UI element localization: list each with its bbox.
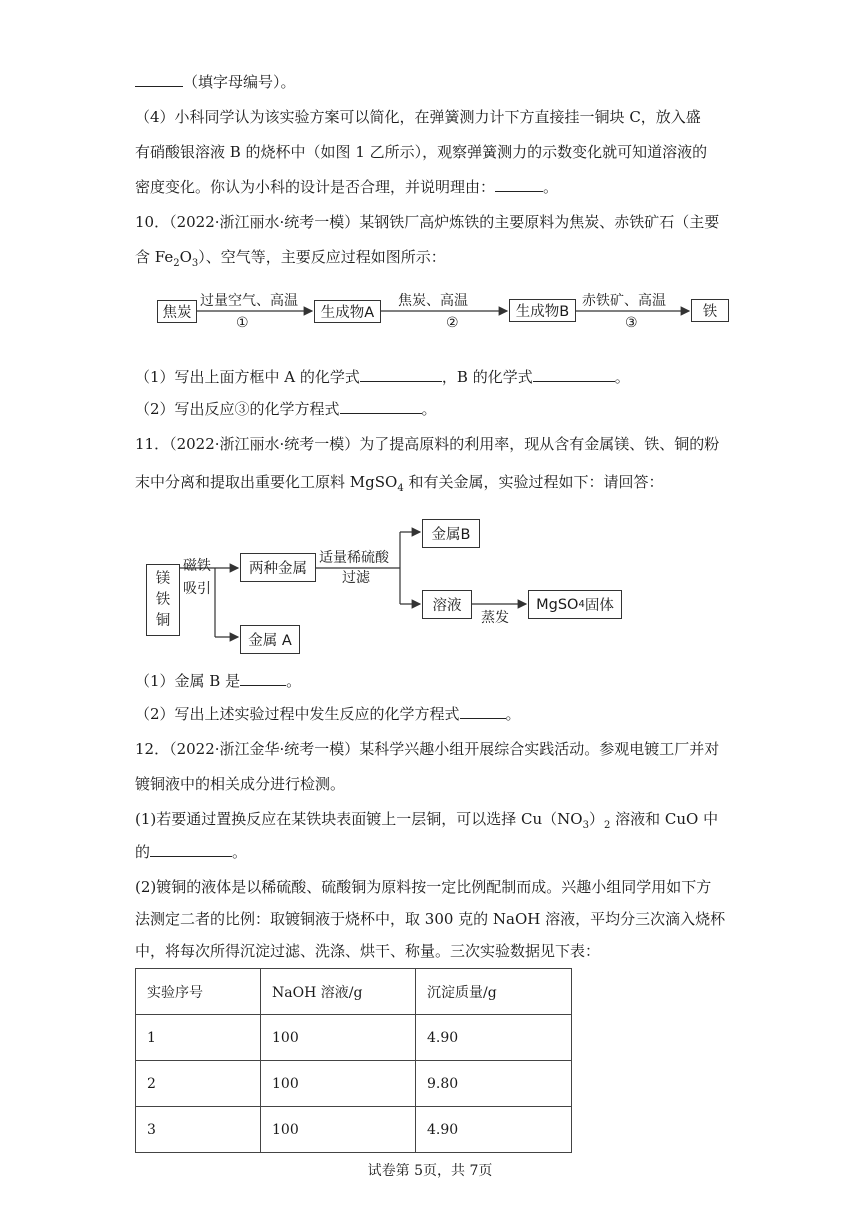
table-cell: 4.90 xyxy=(416,1015,572,1061)
q11-sub1: （1）金属 B 是 。 xyxy=(135,672,302,690)
answer-blank xyxy=(240,671,286,686)
table-row xyxy=(136,1061,572,1107)
arrow1-condition: 过量空气、高温 xyxy=(200,293,298,309)
answer-blank xyxy=(533,367,615,382)
table-row xyxy=(136,1015,572,1061)
flow-box-mgso4-solid: MgSO 4 固体 xyxy=(528,590,622,619)
flow-box-product-b: 生成物B xyxy=(509,299,576,322)
q12-part1-line1: (1)若要通过置换反应在某铁块表面镀上一层铜，可以选择 $Cu(NO_3)_2$ 溶液和 CuO 中 xyxy=(135,810,719,831)
evaporate-label: 蒸发 xyxy=(481,610,509,626)
q11-sub2: （2）写出上述实验过程中发生反应的化学方程式 。 xyxy=(135,705,521,723)
flow-box-coke: 焦炭 xyxy=(157,300,197,323)
answer-blank xyxy=(360,367,442,382)
table-cell: 3 xyxy=(136,1107,261,1153)
q9-part4-line1: （4）小科同学认为该实验方案可以简化，在弹簧测力计下方直接挂一铜块 C，放入盛 xyxy=(135,108,701,126)
page-footer: 试卷第 5页，共 7页 xyxy=(367,1163,493,1179)
table-header-cell: 沉淀质量/g xyxy=(416,969,572,1015)
arrow2-number: ② xyxy=(446,315,459,331)
q10-sub2: （2）写出反应③的化学方程式 。 xyxy=(135,400,437,418)
arrow1-number: ① xyxy=(236,315,249,331)
flow-box-two-metals: 两种金属 xyxy=(240,553,316,582)
q11-stem-line2: 末中分离和提取出重要化工原料 MgSO$_4$ 和有关金属，实验过程如下：请回答： xyxy=(135,473,664,494)
acid-label: 适量稀硫酸 xyxy=(319,550,389,566)
flow-box-solution: 溶液 xyxy=(422,590,472,619)
table-row xyxy=(136,1107,572,1153)
q12-part2-line3: 中，将每次所得沉淀过滤、洗涤、烘干、称量。三次实验数据见下表： xyxy=(135,942,601,960)
table-cell: 9.80 xyxy=(416,1061,572,1107)
flow-box-iron: 铁 xyxy=(691,299,729,322)
magnet-label-1: 磁铁 xyxy=(183,558,211,574)
q9-blank-line: （填字母编号）。 xyxy=(135,72,296,92)
answer-blank xyxy=(460,704,506,719)
experiment-data-table xyxy=(135,968,572,1153)
q11-stem-line1: 11．（2022·浙江丽水·统考一模）为了提高原料的利用率，现从含有金属镁、铁、铜的粉 xyxy=(135,435,720,453)
flow-box-metal-b: 金属B xyxy=(422,519,480,548)
q12-stem-line2: 镀铜液中的相关成分进行检测。 xyxy=(135,775,346,793)
q12-part2-line2: 法测定二者的比例：取镀铜液于烧杯中，取 300 克的 NaOH 溶液，平均分三次滴入烧杯 xyxy=(135,910,726,928)
answer-blank xyxy=(150,842,232,857)
q12-stem-line1: 12．（2022·浙江金华·统考一模）某科学兴趣小组开展综合实践活动。参观电镀工厂并对 xyxy=(135,740,720,758)
q10-stem-line1: 10．（2022·浙江丽水·统考一模）某钢铁厂高炉炼铁的主要原料为焦炭、赤铁矿石（主要 xyxy=(135,213,720,231)
table-header-cell: 实验序号 xyxy=(136,969,261,1015)
arrow3-number: ③ xyxy=(625,315,638,331)
table-header-cell: NaOH 溶液/g xyxy=(261,969,416,1015)
q9-part4-line3: 密度变化。你认为小科的设计是否合理，并说明理由： 。 xyxy=(135,178,559,196)
table-cell: 2 xyxy=(136,1061,261,1107)
table-cell: 100 xyxy=(261,1015,416,1061)
q12-part2-line1: (2)镀铜的液体是以稀硫酸、硫酸铜为原料按一定比例配制而成。兴趣小组同学用如下方 xyxy=(135,878,712,896)
answer-blank xyxy=(340,399,422,414)
flow-box-product-a: 生成物A xyxy=(314,300,381,323)
table-cell: 1 xyxy=(136,1015,261,1061)
table-cell: 100 xyxy=(261,1107,416,1153)
magnet-label-2: 吸引 xyxy=(183,581,211,597)
q10-stem-line2: 含 $Fe_2O_3$）、空气等，主要反应过程如图所示： xyxy=(135,248,446,269)
q10-sub1: （1）写出上面方框中 A 的化学式 ，B 的化学式 。 xyxy=(135,368,630,386)
table-header-row xyxy=(136,969,572,1015)
table-cell: 100 xyxy=(261,1061,416,1107)
table-cell: 4.90 xyxy=(416,1107,572,1153)
arrow3-condition: 赤铁矿、高温 xyxy=(582,293,666,309)
q9-part4-line2: 有硝酸银溶液 B 的烧杯中（如图 1 乙所示），观察弹簧测力的示数变化就可知道溶液的 xyxy=(135,143,708,161)
flow-box-mixture: 镁 铁 铜 xyxy=(146,564,180,636)
filter-label: 过滤 xyxy=(342,570,370,586)
flow-box-metal-a: 金属 A xyxy=(240,625,300,654)
arrow2-condition: 焦炭、高温 xyxy=(398,293,468,309)
q12-part1-line2: 的 。 xyxy=(135,843,248,861)
